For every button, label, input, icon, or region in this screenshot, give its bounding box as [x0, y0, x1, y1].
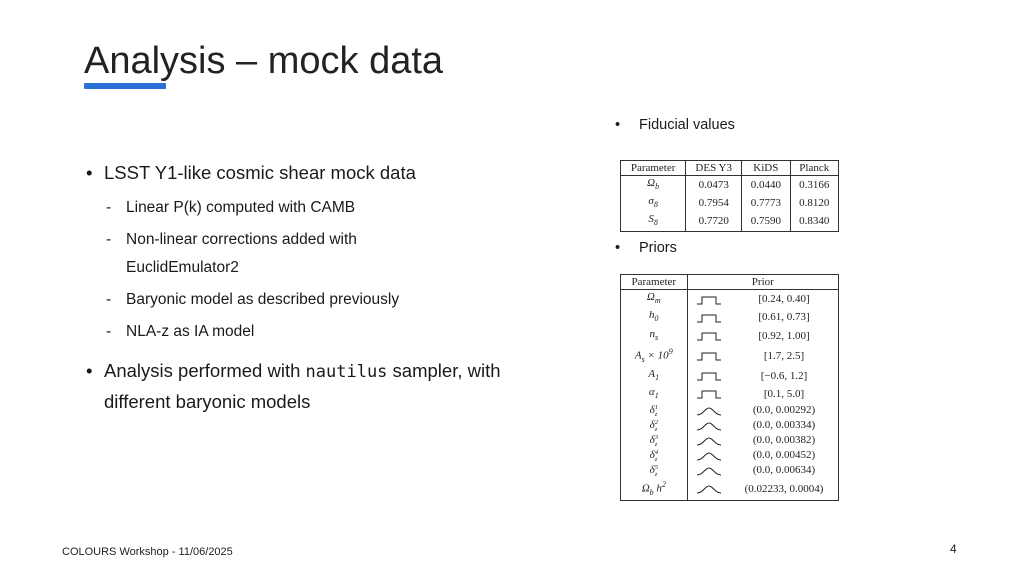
prior-range: [0.61, 0.73]	[758, 311, 810, 324]
prior-row	[621, 345, 839, 367]
prior-param: $\alpha_1$	[621, 385, 688, 403]
prior-range: [0.24, 0.40]	[758, 293, 810, 306]
fiducial-row	[621, 212, 839, 231]
fiducial-value: 0.0473	[686, 176, 742, 195]
bullet-analysis-post: sampler, with different baryonic models	[104, 360, 501, 412]
sampler-name: nautilus	[305, 362, 388, 382]
priors-header-row	[621, 275, 839, 290]
fiducial-header-row	[621, 161, 839, 176]
page-number: 4	[950, 542, 957, 556]
prior-range: (0.0, 0.00334)	[752, 419, 816, 432]
main-bullet-list	[86, 158, 506, 417]
prior-range: (0.0, 0.00292)	[752, 404, 816, 417]
gaussian-prior-icon	[687, 448, 730, 463]
bullet-analysis	[86, 356, 506, 417]
fiducial-param: $\sigma_8$	[621, 194, 686, 212]
prior-range: [0.1, 5.0]	[763, 387, 805, 400]
fiducial-value: 0.3166	[799, 179, 830, 192]
prior-range: (0.0, 0.00634)	[752, 464, 816, 477]
bullet-analysis-pre: Analysis performed with	[104, 360, 306, 381]
priors-table	[620, 274, 839, 501]
footer-text: COLOURS Workshop - 11/06/2025	[62, 546, 233, 558]
priors-label: • Priors	[615, 240, 677, 256]
gaussian-prior-icon	[687, 463, 730, 478]
prior-param: $A_1$	[621, 367, 688, 385]
prior-row	[621, 367, 839, 385]
prior-param: $n_s$	[621, 327, 688, 345]
prior-range: (0.0, 0.00382)	[752, 434, 816, 447]
prior-range: [1.7, 2.5]	[763, 349, 805, 362]
flat-prior-icon	[687, 345, 730, 367]
fiducial-header: Parameter	[621, 161, 686, 176]
prior-row	[621, 463, 839, 478]
prior-row	[621, 290, 839, 309]
prior-range: (0.0, 0.00452)	[752, 449, 816, 462]
sub-bullet-euclidemulator: - Non-linear corrections added with EuclidEmulator2	[86, 226, 456, 282]
priors-header: Prior	[687, 275, 838, 290]
sub-bullet-camb: - Linear P(k) computed with CAMB	[86, 194, 506, 222]
prior-range: [−0.6, 1.2]	[760, 369, 808, 382]
fiducial-header: DES Y3	[686, 161, 742, 176]
fiducial-row	[621, 194, 839, 212]
prior-row	[621, 308, 839, 326]
title-accent-bar	[84, 83, 166, 89]
fiducial-value: 0.8340	[799, 215, 830, 228]
fiducial-value: 0.8120	[799, 197, 830, 210]
prior-param: δ 3 z	[621, 433, 688, 448]
prior-range: (0.02233, 0.0004)	[744, 482, 824, 495]
prior-param: δ 2 z	[621, 418, 688, 433]
fiducial-value: 0.7720	[686, 212, 742, 231]
prior-param: $\Omega_m$	[621, 290, 688, 309]
bullet-mock-data: • LSST Y1-like cosmic shear mock data	[86, 158, 506, 188]
prior-range: [0.92, 1.00]	[758, 329, 810, 342]
prior-row	[621, 433, 839, 448]
flat-prior-icon	[687, 290, 730, 309]
priors-header: Parameter	[621, 275, 688, 290]
fiducial-value: 0.7773	[742, 194, 790, 212]
fiducial-value: 0.0440	[742, 176, 790, 195]
sub-bullet-nla: - NLA-z as IA model	[86, 318, 506, 346]
fiducial-value: 0.7590	[742, 212, 790, 231]
prior-row	[621, 478, 839, 500]
prior-param: $A_s \times 10^9$	[621, 345, 688, 367]
flat-prior-icon	[687, 327, 730, 345]
gaussian-prior-icon	[687, 433, 730, 448]
fiducial-value: 0.7954	[686, 194, 742, 212]
prior-row	[621, 403, 839, 418]
fiducial-param: $S_8$	[621, 212, 686, 231]
flat-prior-icon	[687, 367, 730, 385]
prior-param: $\Omega_b$ $h^2$	[621, 478, 688, 500]
fiducial-label: • Fiducial values	[615, 117, 735, 133]
slide-title: Analysis – mock data	[84, 40, 444, 82]
prior-row	[621, 327, 839, 345]
gaussian-prior-icon	[687, 403, 730, 418]
sub-bullet-baryonic: - Baryonic model as described previously	[86, 286, 506, 314]
fiducial-param: $\Omega_b$	[621, 176, 686, 195]
prior-param: δ 1 z	[621, 403, 688, 418]
fiducial-table	[620, 160, 839, 232]
prior-row	[621, 448, 839, 463]
gaussian-prior-icon	[687, 478, 730, 500]
flat-prior-icon	[687, 308, 730, 326]
prior-param: δ 5 z	[621, 463, 688, 478]
flat-prior-icon	[687, 385, 730, 403]
gaussian-prior-icon	[687, 418, 730, 433]
fiducial-header: KiDS	[742, 161, 790, 176]
prior-param: $h_0$	[621, 308, 688, 326]
fiducial-header: Planck	[790, 161, 838, 176]
prior-row	[621, 385, 839, 403]
prior-row	[621, 418, 839, 433]
fiducial-row	[621, 176, 839, 195]
prior-param: δ 4 z	[621, 448, 688, 463]
